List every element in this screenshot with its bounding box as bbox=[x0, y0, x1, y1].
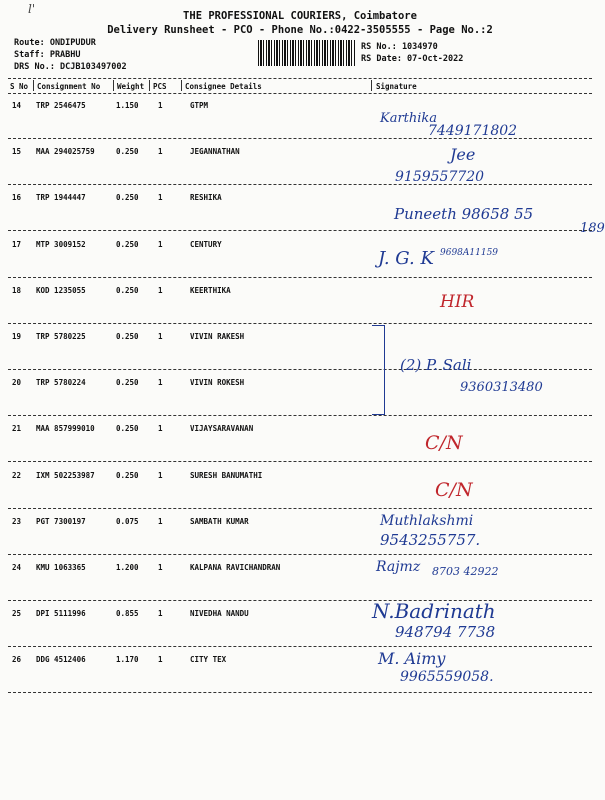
handwritten-signature: Karthika bbox=[380, 111, 438, 126]
handwritten-phone: 9698A11159 bbox=[440, 247, 499, 258]
row-divider bbox=[8, 230, 592, 231]
column-divider bbox=[149, 80, 150, 91]
row-pcs: 1 bbox=[158, 332, 163, 341]
row-weight: 0.250 bbox=[116, 332, 139, 341]
row-consignment-no: MAA 294025759 bbox=[36, 147, 95, 157]
row-pcs: 1 bbox=[158, 655, 163, 665]
column-header-pcs: PCS bbox=[153, 82, 167, 91]
row-consignee: VIVIN RAKESH bbox=[190, 332, 245, 341]
row-divider bbox=[8, 184, 592, 185]
handwritten-signature: J. G. K bbox=[378, 247, 434, 269]
row-pcs: 1 bbox=[158, 101, 163, 110]
row-pcs: 1 bbox=[158, 609, 163, 619]
handwritten-signature: C/N bbox=[425, 432, 463, 455]
row-sno: 24 bbox=[12, 563, 22, 572]
row-consignment-no: PGT 7300197 bbox=[36, 516, 86, 526]
row-divider bbox=[8, 277, 592, 278]
row-weight: 0.250 bbox=[116, 378, 139, 388]
row-sno: 14 bbox=[12, 101, 22, 110]
row-weight: 1.170 bbox=[116, 655, 139, 665]
row-sno: 16 bbox=[12, 193, 22, 203]
row-consignee: KEERTHIKA bbox=[190, 285, 231, 295]
handwritten-signature: M. Aimy bbox=[378, 649, 446, 669]
row-divider bbox=[8, 415, 592, 416]
handwritten-signature: Muthlakshmi bbox=[380, 512, 474, 529]
row-divider bbox=[8, 508, 592, 509]
row-divider bbox=[8, 323, 592, 324]
handwritten-signature: Jee bbox=[450, 145, 476, 165]
row-consignee: CENTURY bbox=[190, 239, 222, 249]
column-divider bbox=[113, 80, 114, 91]
handwritten-signature: HIR bbox=[440, 291, 475, 312]
row-weight: 1.150 bbox=[116, 101, 139, 110]
row-consignment-no: KMU 1063365 bbox=[36, 563, 86, 572]
page-title: THE PROFESSIONAL COURIERS, Coimbatore bbox=[183, 10, 417, 22]
row-sno: 19 bbox=[12, 332, 22, 341]
row-weight: 1.200 bbox=[116, 563, 139, 572]
row-weight: 0.855 bbox=[116, 609, 139, 619]
row-pcs: 1 bbox=[158, 147, 163, 157]
row-weight: 0.250 bbox=[116, 285, 139, 295]
row-pcs: 1 bbox=[158, 470, 163, 480]
column-divider bbox=[33, 80, 34, 91]
row-sno: 22 bbox=[12, 470, 22, 480]
handwritten-signature: (2) P. Sali bbox=[400, 356, 472, 375]
row-consignee: VIJAYSARAVANAN bbox=[190, 424, 254, 434]
handwritten-signature: Puneeth 98658 55 bbox=[394, 205, 534, 224]
row-consignment-no: DDG 4512406 bbox=[36, 655, 86, 665]
row-weight: 0.250 bbox=[116, 193, 139, 203]
route-label: Route: ONDIPUDUR bbox=[14, 38, 96, 48]
column-divider bbox=[181, 80, 182, 91]
row-pcs: 1 bbox=[158, 193, 163, 203]
column-header-consignee: Consignee Details bbox=[185, 82, 262, 91]
column-header-weight: Weight bbox=[117, 82, 145, 91]
header-bottom-rule bbox=[8, 93, 592, 94]
row-sno: 15 bbox=[12, 147, 22, 157]
row-consignment-no: IXM 502253987 bbox=[36, 470, 95, 480]
row-consignee: VIVIN ROKESH bbox=[190, 378, 245, 388]
handwritten-signature: N.Badrinath bbox=[372, 599, 496, 624]
row-pcs: 1 bbox=[158, 285, 163, 295]
row-consignment-no: MTP 3009152 bbox=[36, 239, 86, 249]
row-weight: 0.250 bbox=[116, 470, 139, 480]
row-weight: 0.075 bbox=[116, 516, 139, 526]
row-weight: 0.250 bbox=[116, 147, 139, 157]
row-consignee: JEGANNATHAN bbox=[190, 147, 240, 157]
row-sno: 21 bbox=[12, 424, 22, 434]
row-consignee: RESHIKA bbox=[190, 193, 222, 203]
row-pcs: 1 bbox=[158, 563, 163, 572]
row-sno: 23 bbox=[12, 516, 22, 526]
signature-bracket bbox=[372, 325, 385, 415]
handwritten-phone: 8703 42922 bbox=[432, 565, 499, 578]
row-divider bbox=[8, 461, 592, 462]
row-consignment-no: MAA 857999010 bbox=[36, 424, 95, 434]
row-consignment-no: TRP 5780225 bbox=[36, 332, 86, 341]
row-pcs: 1 bbox=[158, 424, 163, 434]
row-divider bbox=[8, 692, 592, 693]
handwritten-phone: 7449171802 bbox=[428, 123, 518, 139]
row-weight: 0.250 bbox=[116, 239, 139, 249]
row-consignment-no: TRP 2546475 bbox=[36, 101, 86, 110]
drs-number: DRS No.: DCJB103497002 bbox=[14, 62, 127, 72]
row-divider bbox=[8, 600, 592, 601]
column-header-signature: Signature bbox=[376, 82, 417, 91]
handwritten-signature: C/N bbox=[435, 478, 473, 501]
row-sno: 26 bbox=[12, 655, 22, 665]
header-top-rule bbox=[8, 78, 592, 79]
handwritten-signature: Rajmz bbox=[376, 559, 421, 575]
row-consignee: SURESH BANUMATHI bbox=[190, 470, 263, 480]
column-divider bbox=[371, 80, 372, 91]
row-divider bbox=[8, 554, 592, 555]
column-header-sno: S No bbox=[10, 82, 29, 91]
staff-label: Staff: PRABHU bbox=[14, 50, 81, 60]
barcode-image bbox=[258, 40, 356, 66]
row-consignment-no: TRP 1944447 bbox=[36, 193, 86, 203]
handwritten-phone: 948794 7738 bbox=[395, 623, 496, 642]
handwritten-phone: 189 bbox=[580, 221, 605, 237]
row-sno: 18 bbox=[12, 285, 22, 295]
handwritten-phone: 9360313480 bbox=[460, 380, 543, 396]
row-consignee: GTPM bbox=[190, 101, 209, 110]
column-header-consignment: Consignment No bbox=[37, 82, 101, 91]
row-divider bbox=[8, 646, 592, 647]
row-consignee: KALPANA RAVICHANDRAN bbox=[190, 563, 281, 572]
row-consignee: NIVEDHA NANDU bbox=[190, 609, 249, 619]
row-divider bbox=[8, 369, 592, 370]
row-divider bbox=[8, 138, 592, 139]
row-consignment-no: TRP 5780224 bbox=[36, 378, 86, 388]
handwritten-phone: 9965559058. bbox=[400, 669, 494, 686]
row-pcs: 1 bbox=[158, 378, 163, 388]
page-subtitle: Delivery Runsheet - PCO - Phone No.:0422-3505555 - Page No.:2 bbox=[107, 24, 493, 36]
row-consignee: SAMBATH KUMAR bbox=[190, 516, 249, 526]
row-consignment-no: DPI 5111996 bbox=[36, 609, 86, 619]
row-consignment-no: KOD 1235055 bbox=[36, 285, 86, 295]
margin-mark: l' bbox=[28, 2, 36, 16]
rs-date: RS Date: 07-Oct-2022 bbox=[361, 54, 464, 64]
row-pcs: 1 bbox=[158, 239, 163, 249]
row-consignee: CITY TEX bbox=[190, 655, 227, 665]
row-weight: 0.250 bbox=[116, 424, 139, 434]
row-sno: 25 bbox=[12, 609, 22, 619]
row-sno: 17 bbox=[12, 239, 22, 249]
handwritten-phone: 9543255757. bbox=[380, 530, 481, 549]
rs-number: RS No.: 1034970 bbox=[361, 42, 438, 52]
handwritten-phone: 9159557720 bbox=[395, 169, 485, 186]
row-pcs: 1 bbox=[158, 516, 163, 526]
row-sno: 20 bbox=[12, 378, 22, 388]
